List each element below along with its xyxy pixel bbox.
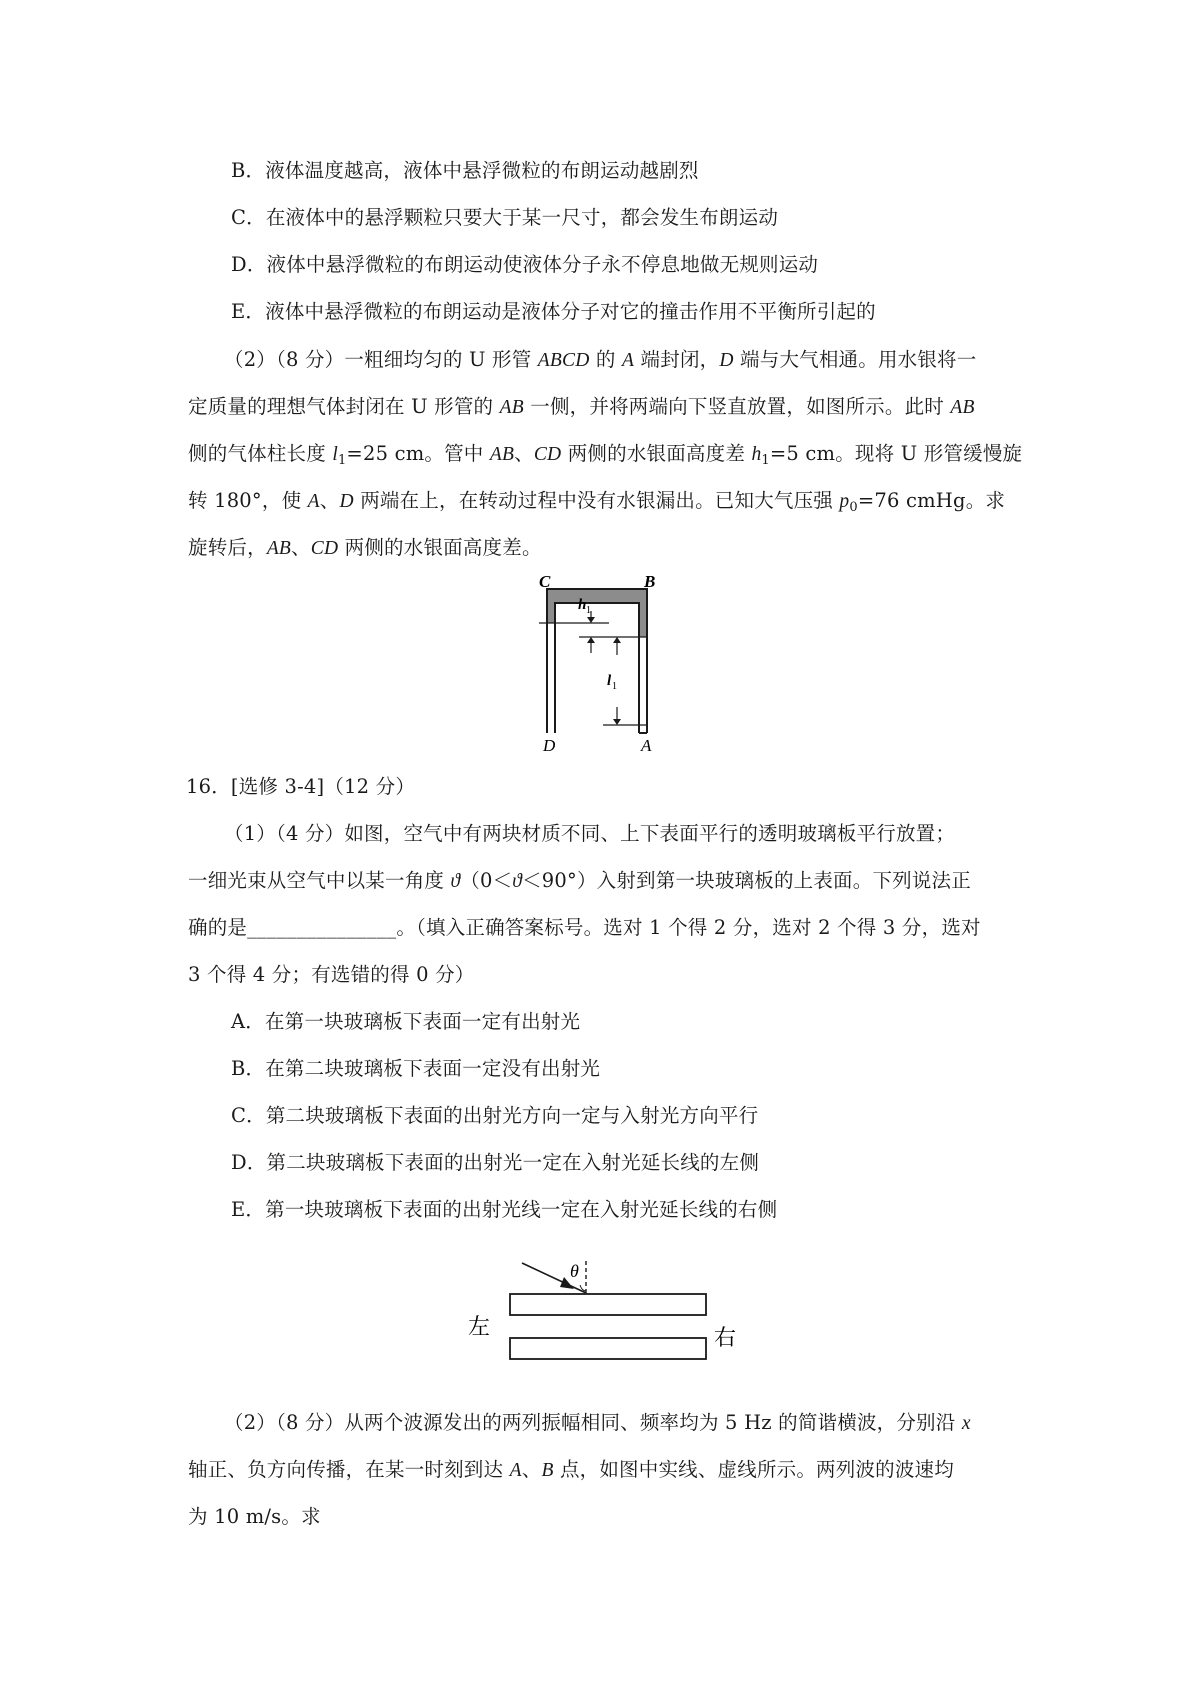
- q16-option-a: A．在第一块玻璃板下表面一定有出射光: [231, 1010, 581, 1033]
- l1-arrow-bottom-head: [613, 719, 621, 725]
- second-glass-plate: [510, 1338, 706, 1359]
- label-h-sub: 1: [586, 605, 591, 616]
- q16-option-c: C．第二块玻璃板下表面的出射光方向一定与入射光方向平行: [231, 1104, 759, 1127]
- label-b: B: [644, 575, 656, 591]
- label-c: C: [539, 575, 551, 591]
- h1-arrow-top-head: [587, 617, 595, 623]
- h1-arrow-bottom-head: [587, 637, 595, 643]
- left-label: 左: [468, 1314, 491, 1339]
- q16-p2-line2: 轴正、负方向传播，在某一时刻到达 A、B 点，如图中实线、虚线所示。两列波的波速均: [188, 1458, 954, 1481]
- u-tube-figure: [525, 575, 675, 759]
- q16-heading: 16．[选修 3-4]（12 分）: [186, 775, 416, 798]
- option-b-brownian: B．液体温度越高，液体中悬浮微粒的布朗运动越剧烈: [231, 159, 699, 182]
- u-tube-outer-wall: [547, 589, 647, 733]
- label-l-sub: 1: [612, 681, 617, 692]
- q15-part2-line4: 转 180°，使 A、D 两端在上，在转动过程中没有水银漏出。已知大气压强 $p_0=76$ cmHg。求: [188, 489, 1006, 515]
- q15-part2-line1: （2）（8 分）一粗细均匀的 U 形管 ABCD 的 A 端封闭，D 端与大气相通。用水银将一: [224, 348, 977, 371]
- q16-p1-line4: 3 个得 4 分；有选错的得 0 分）: [188, 963, 475, 986]
- option-d-brownian: D．液体中悬浮微粒的布朗运动使液体分子永不停息地做无规则运动: [231, 253, 819, 276]
- q16-p2-line1: （2）（8 分）从两个波源发出的两列振幅相同、频率均为 5 Hz 的简谐横波，分别沿 x: [224, 1411, 971, 1434]
- q16-p2-line3: 为 10 m/s。求: [188, 1505, 321, 1528]
- option-e-brownian: E．液体中悬浮微粒的布朗运动是液体分子对它的撞击作用不平衡所引起的: [231, 300, 876, 323]
- q15-part2-line5: 旋转后，AB、CD 两侧的水银面高度差。: [188, 536, 542, 559]
- q15-part2-line2: 定质量的理想气体封闭在 U 形管的 AB 一侧，并将两端向下竖直放置，如图所示。此时 AB: [188, 395, 975, 418]
- first-glass-plate: [510, 1294, 706, 1315]
- glass-plates-figure: [460, 1255, 760, 1399]
- q16-p1-line1: （1）（4 分）如图，空气中有两块材质不同、上下表面平行的透明玻璃板平行放置；: [224, 822, 956, 845]
- q16-option-e: E．第一块玻璃板下表面的出射光线一定在入射光延长线的右侧: [231, 1198, 778, 1221]
- label-l: l: [607, 673, 612, 689]
- q16-p1-line2: 一细光束从空气中以某一角度 ϑ（0＜ϑ＜90°）入射到第一块玻璃板的上表面。下列说法正: [188, 869, 971, 892]
- right-label: 右: [714, 1325, 737, 1350]
- q16-option-d: D．第二块玻璃板下表面的出射光一定在入射光延长线的左侧: [231, 1151, 760, 1174]
- option-c-brownian: C．在液体中的悬浮颗粒只要大于某一尺寸，都会发生布朗运动: [231, 206, 779, 229]
- q15-part2-line3: 侧的气体柱长度 $l_1=25$ cm。管中 AB、CD 两侧的水银面高度差 $h_1=5$ cm。现将 U 形管缓慢旋: [188, 442, 1023, 468]
- label-d: D: [543, 736, 556, 755]
- q16-option-b: B．在第二块玻璃板下表面一定没有出射光: [231, 1057, 601, 1080]
- label-h: h: [578, 597, 587, 613]
- mercury-column: [547, 589, 647, 637]
- theta-label: θ: [570, 1261, 579, 1281]
- label-a: A: [641, 736, 652, 755]
- q16-p1-line3: 确的是_______________。（填入正确答案标号。选对 1 个得 2 分，选对 2 个得 3 分，选对: [188, 916, 981, 939]
- l1-arrow-top-head: [613, 637, 621, 643]
